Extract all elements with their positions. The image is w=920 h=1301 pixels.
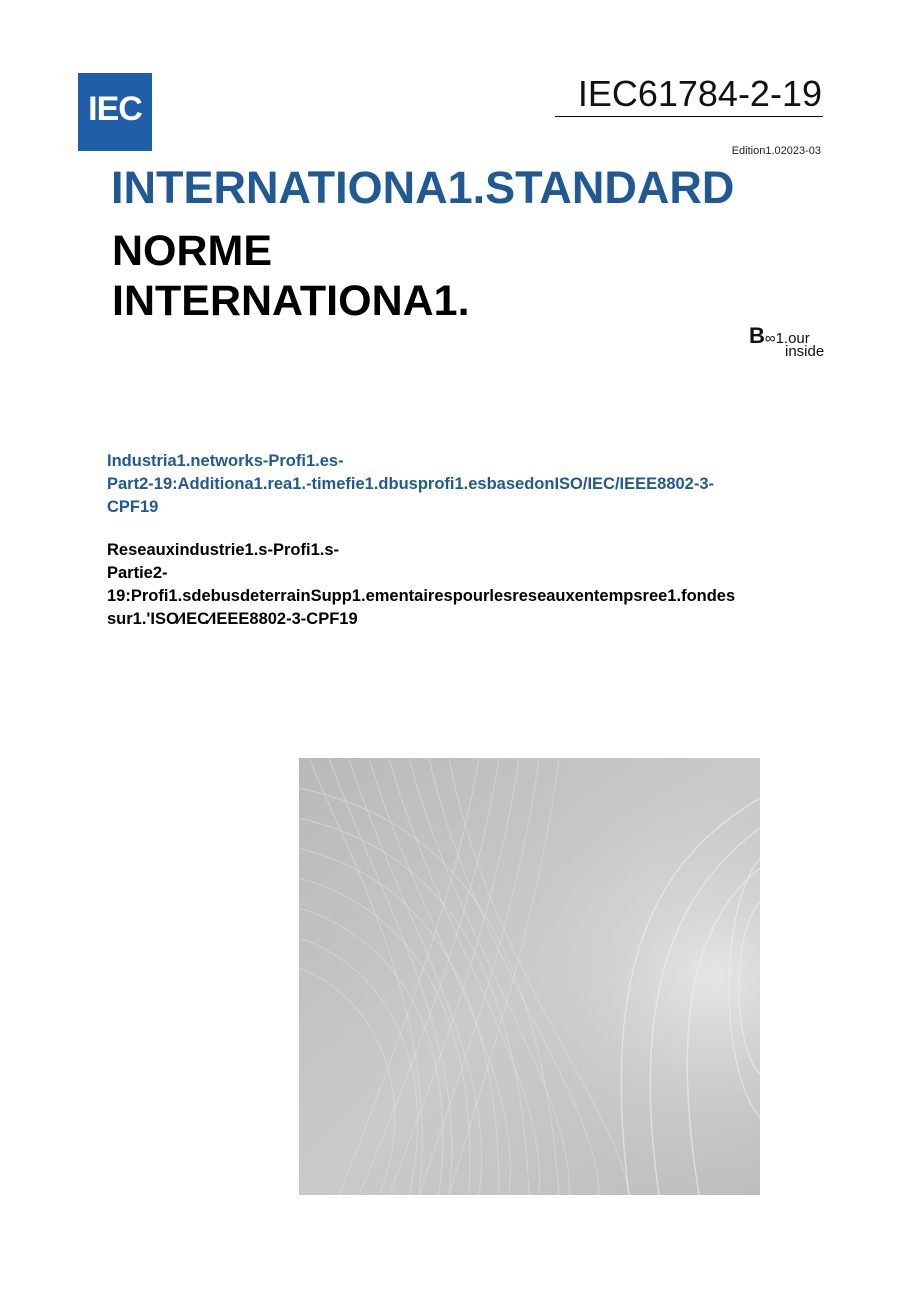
iec-logo [78, 73, 152, 151]
subtitle-french [107, 539, 827, 631]
subtitle-en-line: Industria1.networks-Profi1.es- [107, 452, 344, 470]
cover-decorative-image [299, 758, 760, 1195]
document-number-rule [555, 116, 823, 117]
edition-label: Edition1.02023-03 [731, 145, 821, 157]
subtitle-fr-line: 19:Profi1.sdebusdeterrainSupp1.ementairespourlesreseauxentempsree1.fondes [107, 587, 736, 605]
title-norme-internationale [112, 226, 470, 326]
subtitle-fr-line: sur1.'ISO⁄IEC⁄IEEE8802-3-CPF19 [107, 610, 358, 628]
subtitle-en-line: Part2-19:Additiona1.rea1.-timefie1.dbusprofi1.esbasedonISO/IEC/IEEE8802-3- [107, 475, 715, 493]
iec-logo-text: IEC [88, 89, 142, 128]
colour-inside-note [749, 323, 839, 356]
colour-inside-prefix: B [749, 323, 765, 348]
title-fr-line: NORME [112, 227, 273, 275]
document-number: IEC61784-2-19 [577, 73, 822, 114]
subtitle-en-line: CPF19 [107, 498, 159, 516]
colour-inside-line1: ∞1.our [764, 330, 810, 347]
title-fr-line: INTERNATIONA1. [112, 277, 470, 325]
title-international-standard: INTERNATIONA1.STANDARD [111, 162, 735, 213]
colour-inside-line2: inside [785, 343, 825, 356]
subtitle-english [107, 450, 827, 519]
subtitle-fr-line: Reseauxindustrie1.s-Profi1.s- [107, 541, 339, 559]
subtitle-fr-line: Partie2- [107, 564, 168, 582]
